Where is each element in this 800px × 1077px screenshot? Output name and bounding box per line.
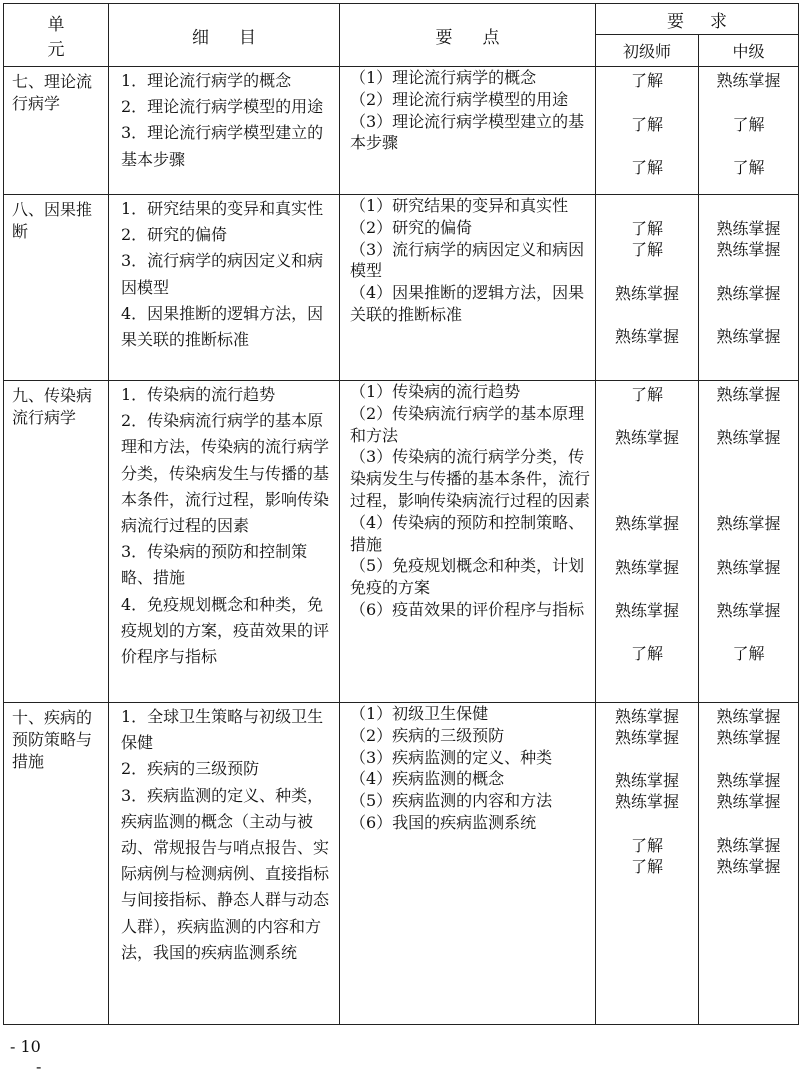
level-value: 熟练掌握: [716, 558, 781, 577]
detail-item: 1．研究结果的变异和真实性: [121, 199, 324, 218]
level-value: 熟练掌握: [716, 327, 781, 346]
level-value: 熟练掌握: [716, 385, 781, 404]
table-row: [4, 67, 799, 195]
detail-item: 1．理论流行病学的概念: [121, 71, 292, 90]
level-value: 了解: [630, 857, 663, 876]
level-value: 熟练掌握: [716, 240, 781, 259]
point-item: （4）疾病监测的概念: [350, 769, 505, 789]
point-item: （3）传染病的流行病学分类，传染病发生与传播的基本条件，流行过程，影响传染病流行过程的因素: [350, 447, 591, 510]
detail-item: 3．传染病的预防和控制策略、措施: [121, 542, 308, 588]
detail-item: 1．传染病的流行趋势: [121, 385, 276, 404]
detail-cell: [109, 381, 340, 703]
header-intermediate: 中级: [699, 35, 799, 67]
level-value: 了解: [732, 644, 765, 663]
point-item: （6）疫苗效果的评价程序与指标: [350, 599, 585, 619]
point-item: （2）疾病的三级预防: [350, 725, 505, 745]
detail-item: 1．全球卫生策略与初级卫生保健: [121, 707, 324, 753]
junior-cell: [596, 67, 699, 195]
level-value: 熟练掌握: [614, 601, 679, 620]
level-value: 了解: [630, 115, 663, 134]
level-value: 熟练掌握: [614, 728, 679, 747]
level-value: 了解: [630, 385, 663, 404]
detail-item: 2．研究的偏倚: [121, 225, 228, 245]
level-value: 熟练掌握: [614, 707, 679, 726]
point-item: （4）因果推断的逻辑方法，因果关联的推断标准: [350, 283, 585, 324]
point-item: （1）研究结果的变异和真实性: [350, 196, 569, 215]
header-requirement: 要求: [596, 4, 799, 35]
detail-item: 2．理论流行病学模型的用途: [121, 97, 324, 117]
detail-item: 3．流行病学的病因定义和病因模型: [121, 251, 324, 297]
level-value: 熟练掌握: [716, 707, 781, 726]
point-item: （2）理论流行病学模型的用途: [350, 89, 569, 109]
level-value: 熟练掌握: [716, 601, 781, 620]
level-value: 熟练掌握: [614, 428, 679, 447]
point-item: （1）传染病的流行趋势: [350, 382, 521, 401]
level-value: 熟练掌握: [614, 558, 679, 577]
detail-item: 4．因果推断的逻辑方法，因果关联的推断标准: [121, 303, 324, 350]
intermediate-cell: [699, 67, 799, 195]
table-row: [4, 381, 799, 703]
point-item: （5）疾病监测的内容和方法: [350, 791, 553, 811]
page-number: - 10: [10, 1037, 41, 1056]
level-value: 熟练掌握: [716, 728, 781, 747]
level-value: 了解: [630, 158, 663, 177]
page-footer: [10, 1037, 41, 1077]
detail-item: 4．免疫规划概念和种类，免疫规划的方案，疫苗效果的评价程序与指标: [121, 594, 330, 667]
point-item: （4）传染病的预防和控制策略、措施: [350, 512, 585, 554]
level-value: 熟练掌握: [614, 771, 679, 790]
level-value: 熟练掌握: [614, 792, 679, 811]
point-item: （6）我国的疾病监测系统: [350, 812, 537, 832]
header-points: 要点: [340, 4, 596, 67]
intermediate-cell: [699, 381, 799, 703]
header-row: [4, 4, 799, 35]
level-value: 了解: [630, 71, 663, 90]
points-cell: [340, 381, 596, 703]
level-value: 熟练掌握: [716, 71, 781, 90]
point-item: （3）疾病监测的定义、种类: [350, 747, 553, 767]
header-unit: 单元: [4, 4, 109, 67]
level-value: 熟练掌握: [614, 327, 679, 346]
level-value: 熟练掌握: [716, 284, 781, 303]
intermediate-cell: [699, 195, 799, 381]
footer-dash: -: [36, 1057, 42, 1076]
detail-item: 2．疾病的三级预防: [121, 759, 260, 779]
detail-cell: [109, 195, 340, 381]
level-value: 了解: [630, 219, 663, 238]
table-row: [4, 703, 799, 1025]
point-item: （3）理论流行病学模型建立的基本步骤: [350, 111, 585, 153]
junior-cell: [596, 703, 699, 1025]
level-value: 了解: [732, 158, 765, 177]
points-cell: [340, 67, 596, 195]
unit-cell: 九、传染病流行病学: [4, 381, 109, 703]
level-value: 熟练掌握: [716, 219, 781, 238]
junior-cell: [596, 381, 699, 703]
detail-item: 2．传染病流行病学的基本原理和方法，传染病的流行病学分类，传染病发生与传播的基本条件，流行过程，影响传染病流行过程的因素: [121, 411, 330, 536]
unit-cell: 七、理论流行病学: [4, 67, 109, 195]
detail-cell: [109, 67, 340, 195]
point-item: （3）流行病学的病因定义和病因模型: [350, 239, 585, 281]
syllabus-table: [3, 3, 799, 1025]
header-detail: 细目: [109, 4, 340, 67]
points-cell: [340, 195, 596, 381]
point-item: （1）初级卫生保健: [350, 704, 489, 723]
point-item: （5）免疫规划概念和种类，计划免疫的方案: [350, 556, 585, 598]
intermediate-cell: [699, 703, 799, 1025]
point-item: （2）传染病流行病学的基本原理和方法: [350, 403, 585, 445]
level-value: 熟练掌握: [716, 771, 781, 790]
point-item: （1）理论流行病学的概念: [350, 68, 537, 87]
points-cell: [340, 703, 596, 1025]
unit-cell: 八、因果推断: [4, 195, 109, 381]
level-value: 熟练掌握: [614, 514, 679, 533]
level-value: 熟练掌握: [716, 792, 781, 811]
level-value: 熟练掌握: [716, 514, 781, 533]
level-value: 熟练掌握: [716, 857, 781, 876]
junior-cell: [596, 195, 699, 381]
point-item: （2）研究的偏倚: [350, 217, 473, 237]
level-value: 了解: [630, 836, 663, 855]
level-value: 熟练掌握: [716, 428, 781, 447]
level-value: 熟练掌握: [716, 836, 781, 855]
detail-item: 3．理论流行病学模型建立的基本步骤: [121, 123, 324, 169]
level-value: 熟练掌握: [614, 284, 679, 303]
table-row: [4, 195, 799, 381]
level-value: 了解: [630, 644, 663, 663]
unit-cell: 十、疾病的预防策略与措施: [4, 703, 109, 1025]
detail-cell: [109, 703, 340, 1025]
header-junior: 初级师: [596, 35, 699, 67]
detail-item: 3．疾病监测的定义、种类，疾病监测的概念（主动与被动、常规报告与哨点报告、实际病例与检测病例、直接指标与间接指标、静态人群与动态人群），疾病监测的内容和方法，我国的疾病监测系统: [121, 785, 330, 962]
level-value: 了解: [630, 240, 663, 259]
level-value: 了解: [732, 115, 765, 134]
